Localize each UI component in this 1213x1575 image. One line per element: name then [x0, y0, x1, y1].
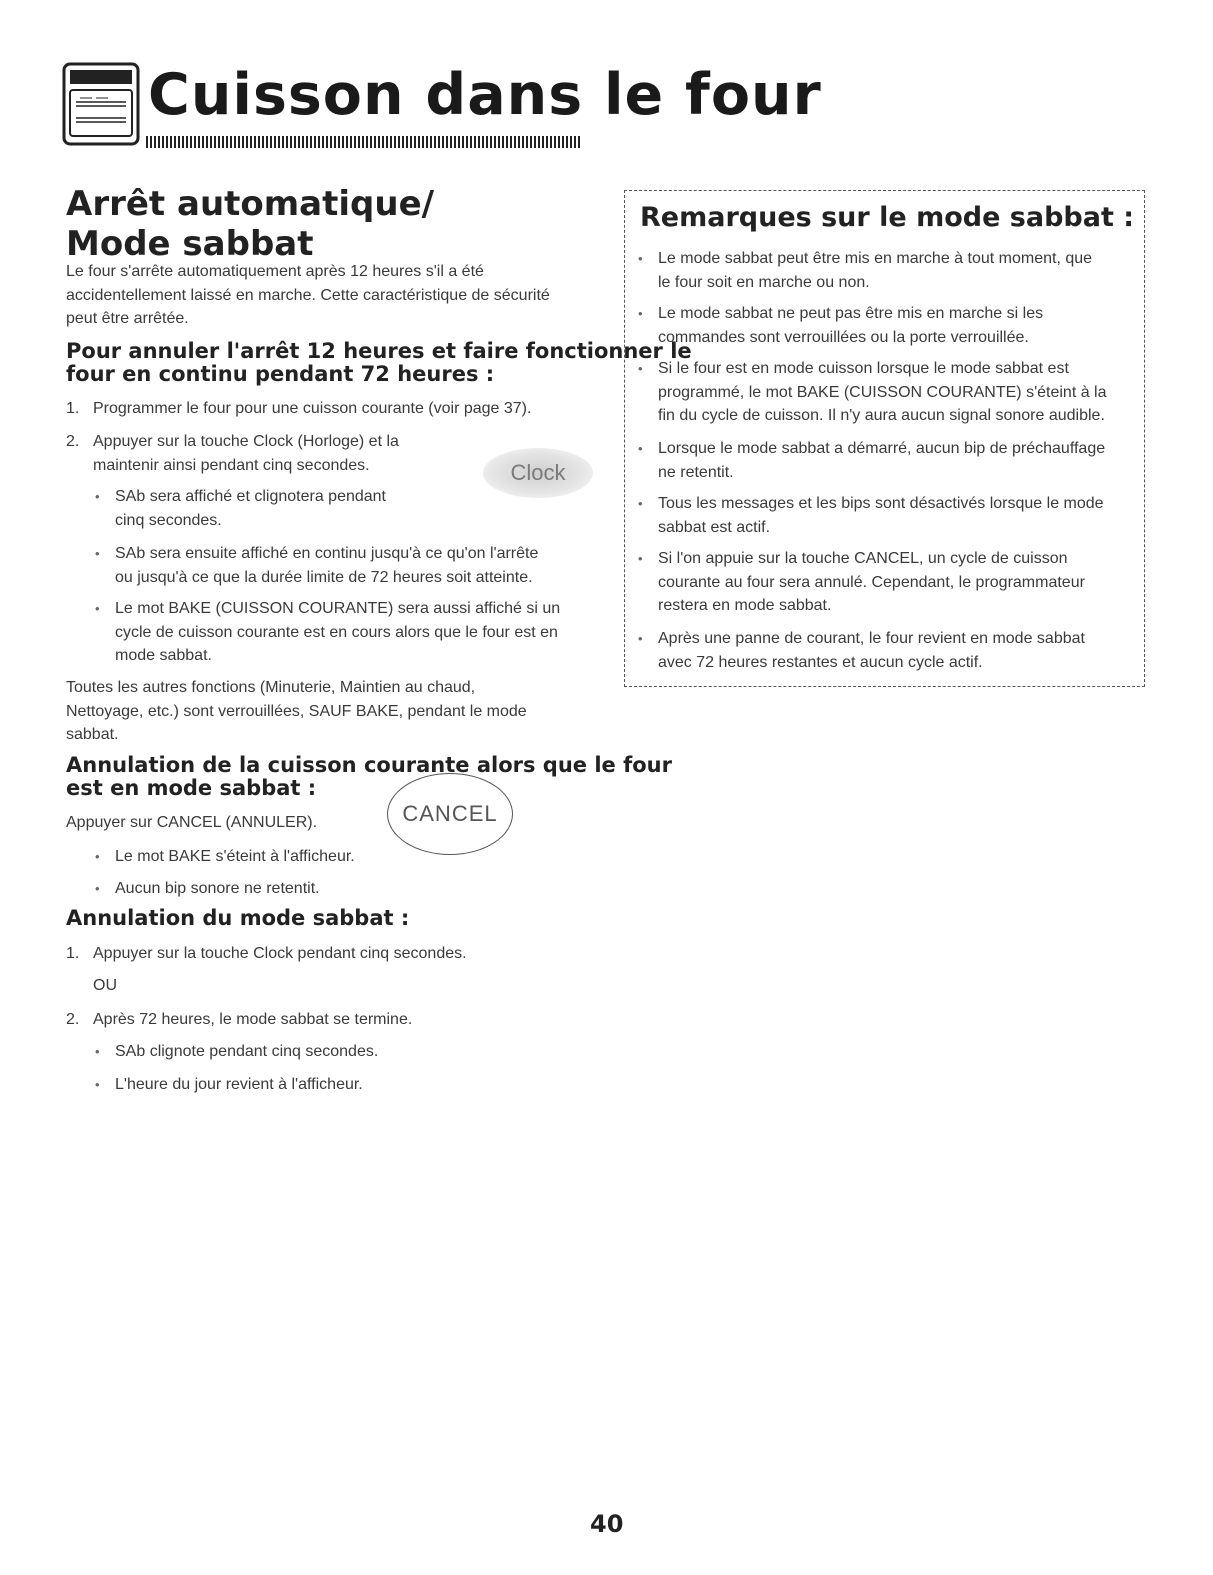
other-functions-paragraph — [66, 676, 527, 747]
bullet-item — [115, 845, 355, 869]
page-number: 40 — [590, 1510, 624, 1538]
step-item — [66, 397, 532, 421]
bullet-text: Aucun bip sonore ne retentit. — [115, 880, 320, 897]
note-line: Après une panne de courant, le four revient en mode sabbat — [658, 630, 1085, 647]
subsection-heading — [66, 754, 672, 800]
bullet-text: Le mot BAKE (CUISSON COURANTE) sera aussi affiché si un — [115, 600, 561, 617]
note-line: le four soit en marche ou non. — [658, 273, 870, 291]
clock-key-icon — [483, 448, 593, 498]
step-text: Appuyer sur la touche Clock pendant cinq secondes. — [93, 945, 467, 962]
bullet-text: mode sabbat. — [115, 647, 212, 664]
text-line: peut être arrêtée. — [66, 310, 189, 327]
bullet-item — [115, 597, 560, 668]
heading-line: est en mode sabbat : — [66, 776, 317, 800]
step-number: 1. — [66, 400, 80, 417]
note-line: fin du cycle de cuisson. Il n'y aura aucun signal sonore audible. — [658, 407, 1105, 424]
step-text: Programmer le four pour une cuisson courante (voir page 37). — [93, 400, 532, 417]
bullet-item — [115, 1073, 363, 1097]
cancel-instruction: Appuyer sur CANCEL (ANNULER). — [66, 814, 318, 831]
bullet-text: SAb clignote pendant cinq secondes. — [115, 1043, 379, 1060]
bullet-text: SAb sera affiché et clignotera pendant — [115, 488, 386, 505]
note-line: commandes sont verrouillées ou la porte verrouillée. — [658, 328, 1029, 346]
note-line: Le mode sabbat peut être mis en marche à tout moment, que — [658, 250, 1093, 267]
step-number: 1. — [66, 945, 80, 962]
note-line: restera en mode sabbat. — [658, 597, 832, 614]
bullet-text: SAb sera ensuite affiché en continu jusqu'à ce qu'on l'arrête — [115, 545, 539, 562]
subsection-heading — [66, 340, 692, 386]
header-divider — [146, 136, 582, 148]
text-line: sabbat. — [66, 726, 119, 743]
intro-paragraph — [66, 260, 550, 331]
step-text: Après 72 heures, le mode sabbat se termine. — [93, 1011, 413, 1028]
note-line: avec 72 heures restantes et aucun cycle actif. — [658, 653, 983, 671]
bullet-text: cycle de cuisson courante est en cours alors que le four est en — [115, 623, 558, 641]
subsection-heading: Annulation du mode sabbat : — [66, 906, 410, 930]
note-line: sabbat est actif. — [658, 518, 771, 536]
note-line: Le mode sabbat ne peut pas être mis en marche si les — [658, 305, 1044, 322]
bullet-text: cinq secondes. — [115, 511, 222, 529]
step-item — [66, 430, 399, 477]
note-item — [658, 437, 1105, 484]
step-item — [66, 1008, 413, 1032]
text-line: accidentellement laissé en marche. Cette caractéristique de sécurité — [66, 286, 550, 304]
step-item — [66, 942, 467, 966]
step-number: 2. — [66, 1011, 80, 1028]
bullet-item — [115, 1040, 378, 1064]
step-text: maintenir ainsi pendant cinq secondes. — [93, 456, 370, 474]
bullet-item — [115, 542, 538, 589]
or-separator: OU — [93, 977, 117, 994]
panel-title: Remarques sur le mode sabbat : — [640, 202, 1135, 233]
heading-line: Pour annuler l'arrêt 12 heures et faire fonctionner le — [66, 339, 692, 363]
note-line: Tous les messages et les bips sont désactivés lorsque le mode — [658, 495, 1104, 512]
note-item — [658, 357, 1107, 428]
heading-line: Mode sabbat — [66, 224, 314, 264]
cancel-key-icon — [387, 773, 513, 855]
oven-icon — [62, 62, 140, 146]
step-number: 2. — [66, 433, 80, 450]
heading-line: Arrêt automatique/ — [66, 184, 435, 224]
page-header-title: Cuisson dans le four — [148, 62, 822, 128]
text-line: Le four s'arrête automatiquement après 12 heures s'il a été — [66, 263, 484, 280]
step-text: Appuyer sur la touche Clock (Horloge) et la — [93, 433, 399, 450]
text-line: Toutes les autres fonctions (Minuterie, Maintien au chaud, — [66, 679, 476, 696]
note-item — [658, 247, 1092, 294]
bullet-text: L'heure du jour revient à l'afficheur. — [115, 1076, 363, 1093]
note-line: Si le four est en mode cuisson lorsque le mode sabbat est — [658, 360, 1069, 377]
bullet-item — [115, 485, 386, 532]
heading-line: Annulation de la cuisson courante alors que le four — [66, 753, 672, 777]
bullet-item — [115, 877, 320, 901]
section-heading — [66, 184, 434, 264]
text-line: Nettoyage, etc.) sont verrouillées, SAUF BAKE, pendant le mode — [66, 702, 527, 720]
note-item — [658, 492, 1104, 539]
note-line: ne retentit. — [658, 463, 734, 481]
note-item — [658, 547, 1085, 618]
bullet-text: Le mot BAKE s'éteint à l'afficheur. — [115, 848, 355, 865]
clock-key-label: Clock — [510, 460, 566, 485]
bullet-text: ou jusqu'à ce que la durée limite de 72 heures soit atteinte. — [115, 568, 533, 586]
note-line: programmé, le mot BAKE (CUISSON COURANTE) s'éteint à la — [658, 383, 1107, 401]
cancel-key-label: CANCEL — [402, 801, 498, 826]
note-line: Si l'on appuie sur la touche CANCEL, un cycle de cuisson — [658, 550, 1068, 567]
note-line: courante au four sera annulé. Cependant, le programmateur — [658, 573, 1085, 591]
note-line: Lorsque le mode sabbat a démarré, aucun bip de préchauffage — [658, 440, 1106, 457]
note-item — [658, 627, 1085, 674]
note-item — [658, 302, 1043, 349]
heading-line: four en continu pendant 72 heures : — [66, 362, 495, 386]
